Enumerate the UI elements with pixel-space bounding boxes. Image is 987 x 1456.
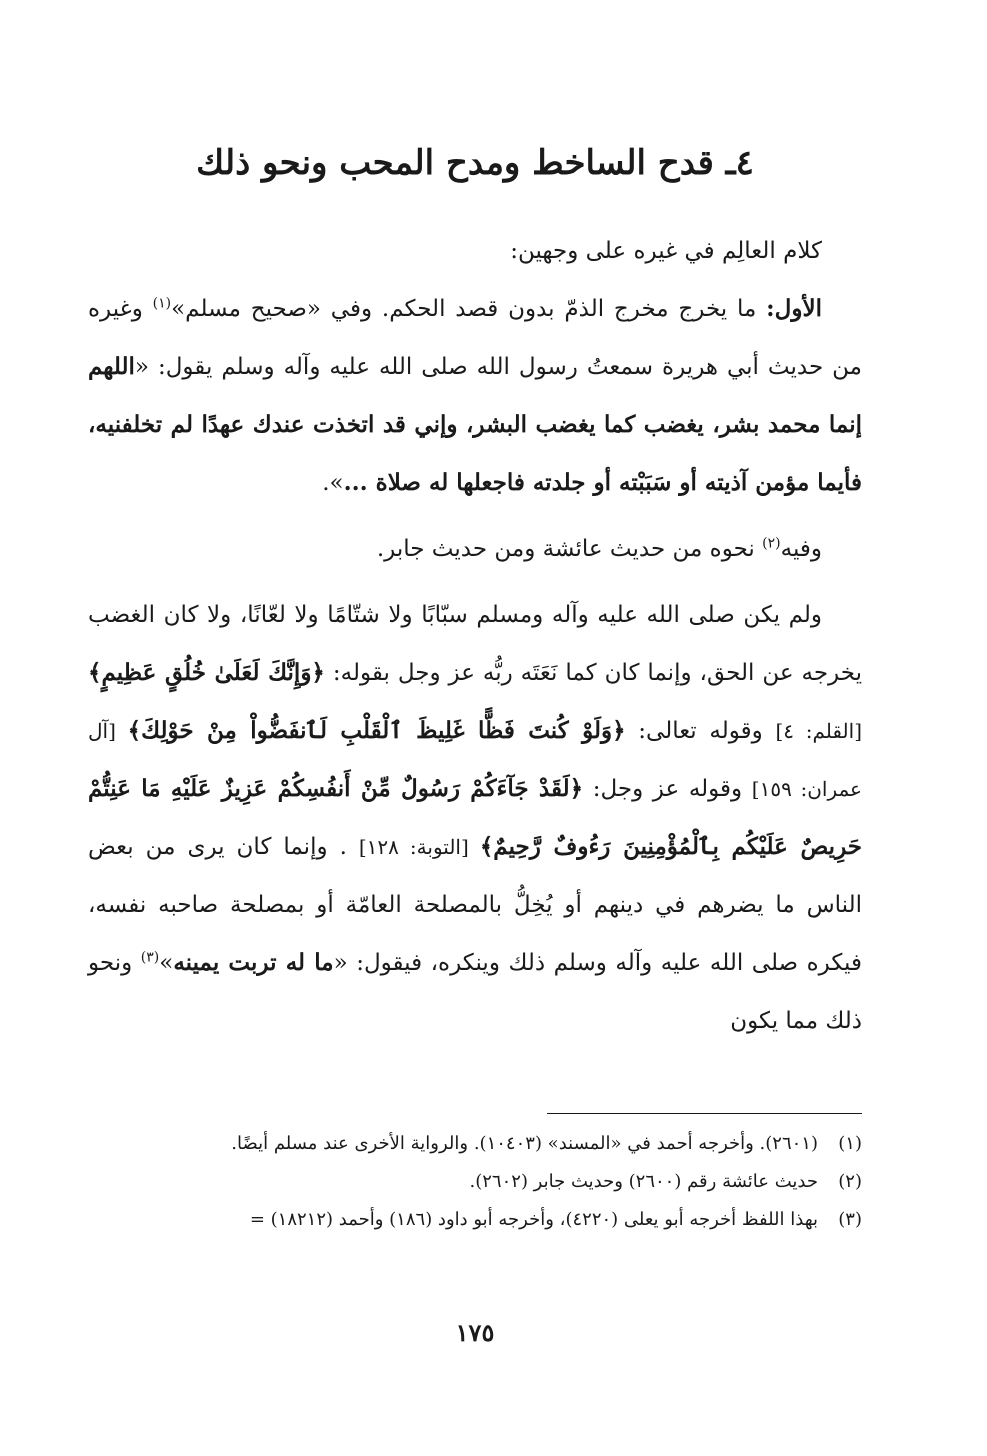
also-text-1: وفيه bbox=[780, 536, 822, 562]
footnote-separator bbox=[547, 1113, 862, 1114]
quran-ref-2: [آل عمران: ١٥٩] bbox=[88, 719, 862, 801]
book-page bbox=[88, 0, 862, 1456]
footnote-text: حديث عائشة رقم (٢٦٠٠) وحديث جابر (٢٦٠٢). bbox=[469, 1171, 818, 1192]
paragraph-first-type bbox=[88, 280, 862, 512]
footnote-item bbox=[88, 1126, 862, 1162]
paragraph-prophet-character bbox=[88, 586, 862, 1050]
first-type-text-3: ». bbox=[322, 470, 344, 496]
quran-ref-1: [القلم: ٤] bbox=[775, 719, 862, 743]
first-type-label: الأول: bbox=[766, 295, 822, 322]
character-text-5: » bbox=[159, 950, 174, 976]
footnote-text: (٢٦٠١). وأخرجه أحمد في «المسند» (١٠٤٠٣). والرواية الأخرى عند مسلم أيضًا. bbox=[231, 1133, 818, 1154]
footnote-ref-2[interactable]: (٢) bbox=[762, 535, 781, 552]
hadith-quote: اللهم إنما محمد بشر، يغضب كما يغضب البشر، وإني قد اتخذت عندك عهدًا لم تخلفنيه، فأيما مؤمن آذيته أو سَبَبْته أو جلدته فاجعلها له صلاة ... bbox=[88, 353, 862, 496]
paragraph-also bbox=[88, 520, 862, 578]
paragraph-intro bbox=[88, 222, 862, 280]
footnote-text: بهذا اللفظ أخرجه أبو يعلى (٤٢٢٠)، وأخرجه أبو داود (١٨٦) وأحمد (١٨٢١٢) = bbox=[249, 1209, 818, 1230]
quran-verse-2: ﴿وَلَوْ كُنتَ فَظًّا غَلِيظَ ٱلْقَلْبِ لَٱنفَضُّواْ مِنْ حَوْلِكَ﴾ bbox=[127, 717, 626, 744]
also-text-2: نحوه من حديث عائشة ومن حديث جابر. bbox=[376, 536, 763, 562]
character-text-1: ولم يكن صلى الله عليه وآله ومسلم سبّابًا ولا شتّامًا ولا لعّانًا، ولا كان الغضب يخرجه عن الحق، وإنما كان كما نَعَتَه ربُّه عز وجل بقوله: bbox=[88, 602, 862, 686]
footnote-number: (٢) bbox=[838, 1171, 862, 1192]
first-type-text-1: ما يخرج مخرج الذمّ بدون قصد الحكم. وفي «صحيح مسلم» bbox=[171, 296, 767, 322]
intro-text: كلام العالِم في غيره على وجهين: bbox=[510, 238, 822, 264]
character-text-3: وقوله عز وجل: bbox=[583, 776, 752, 802]
footnote-number: (٣) bbox=[838, 1209, 862, 1230]
section-title: ٤ـ قدح الساخط ومدح المحب ونحو ذلك bbox=[196, 143, 754, 183]
character-text-2: وقوله تعالى: bbox=[625, 718, 776, 744]
quran-verse-3: ﴿لَقَدْ جَآءَكُمْ رَسُولٌ مِّنْ أَنفُسِكُمْ عَزِيزٌ عَلَيْهِ مَا عَنِتُّمْ حَرِيصٌ عَلَيْكُم بِٱلْمُؤْمِنِينَ رَءُوفٌ رَّحِيمٌ﴾ bbox=[88, 775, 862, 860]
page-number: ١٧٥ bbox=[455, 1318, 495, 1347]
footnote-item bbox=[88, 1164, 862, 1200]
character-text-4: . وإنما كان يرى من بعض الناس ما يضرهم في دينهم أو يُخِلُّ بالمصلحة العامّة أو بمصلحة صاحبه نفسه، فيكره صلى الله عليه وآله وسلم ذلك وينكره، فيقول: « bbox=[88, 834, 862, 976]
first-type-text-2: وغيره من حديث أبي هريرة سمعتُ رسول الله صلى الله عليه وآله وسلم يقول: « bbox=[88, 296, 862, 380]
footnote-ref-1[interactable]: (١) bbox=[152, 295, 172, 312]
footnote-number: (١) bbox=[838, 1133, 862, 1154]
footnote-ref-3[interactable]: (٣) bbox=[140, 949, 160, 966]
character-text-6: ونحو ذلك مما يكون bbox=[88, 950, 862, 1034]
footnotes bbox=[88, 1126, 862, 1240]
main-text bbox=[88, 222, 862, 1050]
quran-ref-3: [التوبة: ١٢٨] bbox=[358, 835, 480, 859]
quran-verse-1: ﴿وَإِنَّكَ لَعَلَىٰ خُلُقٍ عَظِيمٍ﴾ bbox=[88, 659, 325, 686]
footnote-item bbox=[88, 1202, 862, 1238]
hadith-phrase: ما له تربت يمينه bbox=[173, 949, 334, 976]
